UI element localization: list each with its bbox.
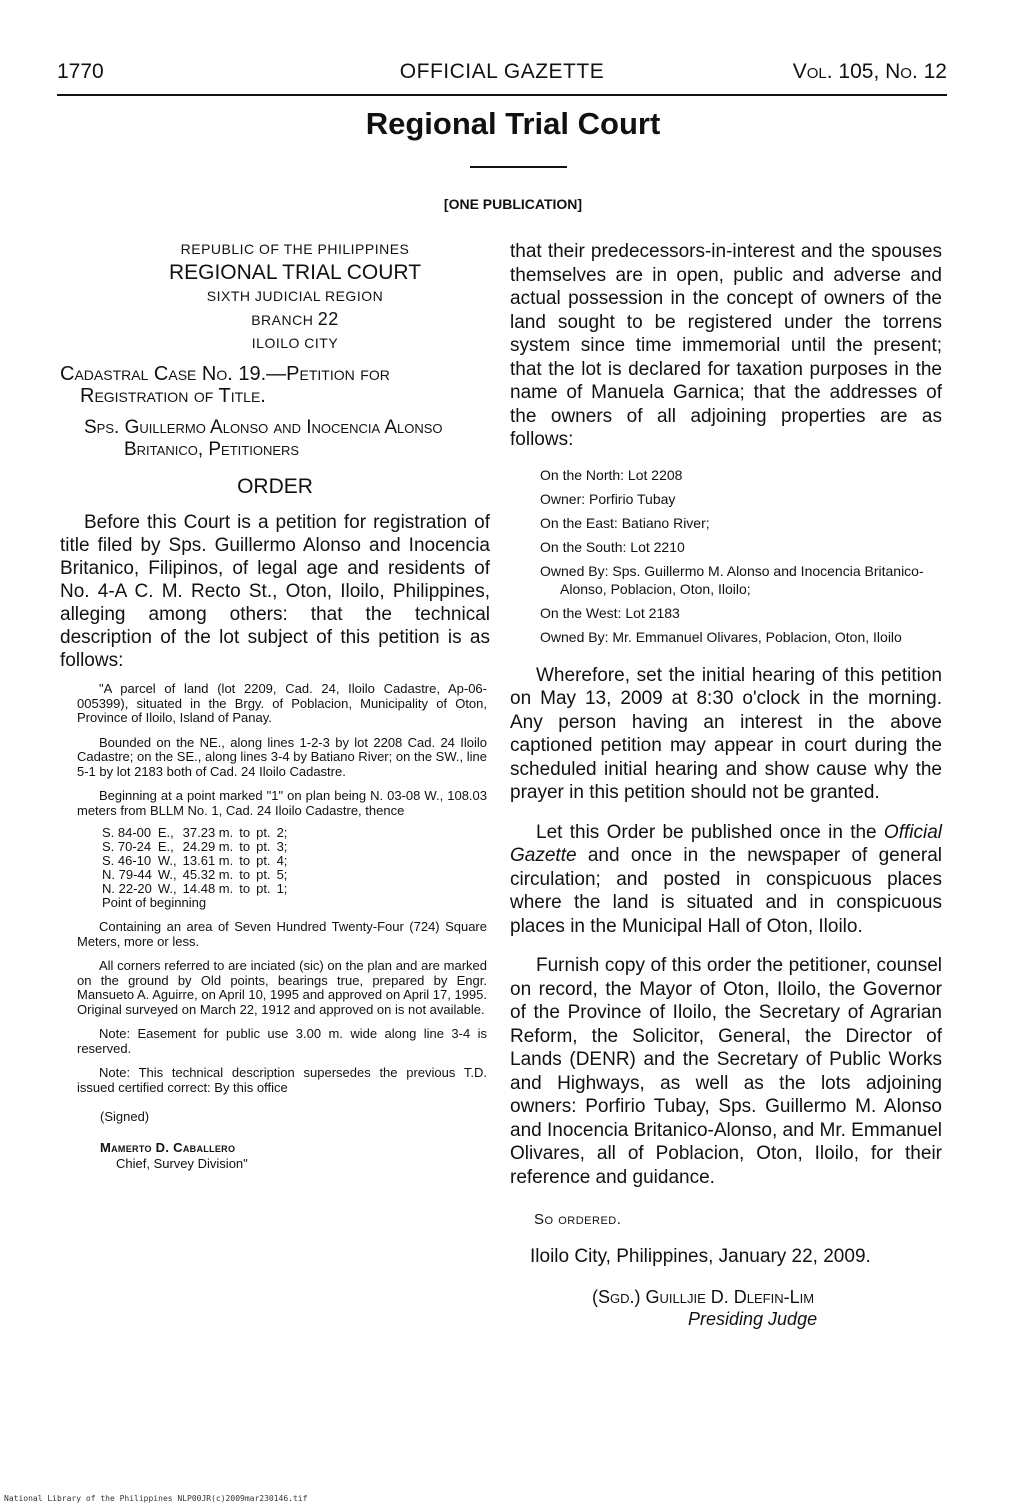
bearing-cell: W.,	[157, 881, 177, 896]
publication-gazette-name: Official Gazette	[510, 821, 942, 866]
adjoining-item: Owned By: Sps. Guillermo M. Alonso and Inocencia Britanico-Alonso, Poblacion, Oton, Iloilo;	[540, 562, 924, 597]
bearing-cell: pt.	[256, 839, 271, 854]
volume-number: Vol. 105, No. 12	[792, 60, 947, 83]
caption-region: SIXTH JUDICIAL REGION	[206, 288, 384, 304]
bearing-cell: 37.23 m.	[182, 825, 234, 840]
publication-suffix: and once in the newspaper of general circulation; and posted in conspicuous places where the land is situated and in conspicuous places in the Municipal Hall of Oton, Iloilo.	[510, 845, 942, 937]
intro-paragraph: Before this Court is a petition for registration of title filed by Sps. Guillermo Alonso and Inocencia Britanico, Filipinos, of legal age and residents of No. 4-A C. M. Recto St., Oton, Iloilo, Philippines, alleging among others: that the technical description of the lot subject of this petition is as follows:	[60, 512, 490, 671]
bearing-cell: 24.29 m.	[182, 839, 234, 854]
bearings-table	[102, 826, 293, 896]
bearing-row	[102, 854, 293, 868]
bearing-cell: 5;	[276, 867, 288, 882]
running-header	[57, 60, 947, 96]
bearing-cell: pt.	[256, 825, 271, 840]
bearing-cell: 13.61 m.	[182, 853, 234, 868]
adjoining-owners-list	[540, 466, 942, 646]
bearing-cell: to	[239, 839, 251, 854]
adjoining-item: On the East: Batiano River;	[540, 514, 710, 531]
bearing-row	[102, 840, 293, 854]
caption-city: ILOILO CITY	[251, 335, 339, 351]
case-title: Cadastral Case No. 19.—Petition for Registration of Title.	[60, 363, 390, 407]
td-parcel: "A parcel of land (lot 2209, Cad. 24, Iloilo Cadastre, Ap-06-005399), situated in the Brgy. of Poblacion, Municipality of Oton, Province of Iloilo, Island of Panay.	[77, 681, 487, 725]
bearing-cell: to	[239, 853, 251, 868]
surveyor-name: Mamerto D. Caballero	[100, 1140, 236, 1155]
bearing-cell: W.,	[157, 867, 177, 882]
bearing-cell: N. 22-20	[102, 881, 152, 896]
so-ordered: So ordered.	[534, 1211, 622, 1228]
court-caption	[100, 238, 490, 355]
bearing-cell: W.,	[157, 853, 177, 868]
caption-court: REGIONAL TRIAL COURT	[168, 261, 422, 284]
wherefore-paragraph: Wherefore, set the initial hearing of this petition on May 13, 2009 at 8:30 o'clock in the morning. Any person having an interest in the above captioned petition may appear in court during the scheduled initial hearing and show cause why the prayer in this petition should not be granted.	[510, 664, 942, 803]
surveyor-signature	[100, 1140, 490, 1172]
publication-prefix: Let this Order be published once in the	[536, 821, 884, 843]
publication-name: OFFICIAL GAZETTE	[399, 60, 605, 83]
bearing-cell: S. 46-10	[102, 853, 152, 868]
bearing-cell: E.,	[157, 825, 174, 840]
judge-position: Presiding Judge	[688, 1309, 818, 1329]
bearing-cell: pt.	[256, 881, 271, 896]
dateline: Iloilo City, Philippines, January 22, 2009.	[530, 1246, 871, 1267]
right-column	[510, 240, 942, 1330]
caption-republic: REPUBLIC OF THE PHILIPPINES	[180, 241, 410, 257]
bearing-cell: S. 84-00	[102, 825, 152, 840]
publication-note: [ONE PUBLICATION]	[443, 196, 583, 212]
td-note-supersedes: Note: This technical description supersedes the previous T.D. issued certified correct: By this office	[77, 1065, 487, 1095]
bearing-cell: 45.32 m.	[182, 867, 234, 882]
bearing-cell: 14.48 m.	[182, 881, 234, 896]
bearing-cell: to	[239, 881, 251, 896]
adjoining-item: Owner: Porfirio Tubay	[540, 490, 676, 507]
judge-signature	[592, 1286, 942, 1330]
td-bounded: Bounded on the NE., along lines 1-2-3 by lot 2208 Cad. 24 Iloilo Cadastre; on the SE., along lines 3-4 by Batiano River; on the SW., line 5-1 by lot 2183 both of Cad. 24 Iloilo Cadastre.	[77, 734, 487, 779]
left-column	[60, 238, 490, 1172]
caption-branch-number: 22	[317, 309, 339, 329]
scan-footer: National Library of the Philippines NLP00JR(c)2009mar230146.tif	[4, 1494, 308, 1503]
caption-branch	[100, 308, 490, 332]
bearing-cell: pt.	[256, 853, 271, 868]
page-number: 1770	[57, 60, 104, 83]
bearing-cell: 4;	[276, 853, 288, 868]
bearing-row	[102, 882, 293, 896]
page-title: Regional Trial Court	[365, 106, 661, 141]
bearing-cell: 1;	[276, 881, 288, 896]
bearing-cell: to	[239, 825, 251, 840]
adjoining-item: Owned By: Mr. Emmanuel Olivares, Poblacion, Oton, Iloilo	[540, 628, 902, 645]
surveyor-position: Chief, Survey Division"	[116, 1156, 248, 1171]
case-parties: Sps. Guillermo Alonso and Inocencia Alonso Britanico, Petitioners	[84, 417, 443, 460]
signed-mark: (Signed)	[100, 1109, 150, 1124]
bearing-cell: 3;	[276, 839, 288, 854]
bearing-cell: S. 70-24	[102, 839, 152, 854]
bearing-cell: pt.	[256, 867, 271, 882]
bearing-cell: E.,	[157, 839, 174, 854]
bearing-cell: N. 79-44	[102, 867, 152, 882]
bearing-row	[102, 826, 293, 840]
right-intro-paragraph: that their predecessors-in-interest and the spouses themselves are in open, public and adverse and actual possession in the concept of owners of the land sought to be registered under the torrens system since time immemorial until the present; that the lot is declared for taxation purposes in the name of Manuela Garnica; that the addresses of the owners of all adjoining properties are as follows:	[510, 241, 942, 450]
caption-branch-label: BRANCH	[251, 312, 314, 328]
td-note-easement: Note: Easement for public use 3.00 m. wide along line 3-4 is reserved.	[77, 1026, 487, 1056]
adjoining-item: On the West: Lot 2183	[540, 604, 680, 621]
bearing-cell: to	[239, 867, 251, 882]
point-of-beginning: Point of beginning	[102, 895, 207, 910]
title-rule	[470, 166, 567, 168]
publication-paragraph	[510, 821, 942, 939]
td-beginning: Beginning at a point marked "1" on plan being N. 03-08 W., 108.03 meters from BLLM No. 1, Cad. 24 Iloilo Cadastre, thence	[77, 788, 487, 818]
td-corners: All corners referred to are inciated (sic) on the plan and are marked on the ground by Old points, bearings true, prepared by Engr. Mansueto A. Aguirre, on April 10, 1995 and approved on April 17, 1995. Original surveyed on March 22, 1912 and approved on is not available.	[77, 958, 487, 1017]
adjoining-item: On the North: Lot 2208	[540, 466, 683, 483]
bearing-row	[102, 868, 293, 882]
adjoining-item: On the South: Lot 2210	[540, 538, 685, 555]
td-area: Containing an area of Seven Hundred Twenty-Four (724) Square Meters, more or less.	[77, 919, 487, 949]
furnish-paragraph: Furnish copy of this order the petitioner, counsel on record, the Mayor of Oton, Iloilo, the Governor of the Province of Iloilo, the Secretary of Agrarian Reform, the Solicitor, General, the Director of Lands (DENR) and the Secretary of Public Works and Highways, as well as the lots adjoining owners: Porfirio Tubay, Sps. Guillermo M. Alonso and Inocencia Britanico-Alonso, and Mr. Emmanuel Olivares, all of Poblacion, Oton, Iloilo, for their reference and guidance.	[510, 955, 942, 1188]
bearing-cell: 2;	[276, 825, 288, 840]
judge-name: (Sgd.) Guilljie D. Dlefin-Lim	[592, 1287, 815, 1307]
order-heading: ORDER	[237, 475, 313, 498]
